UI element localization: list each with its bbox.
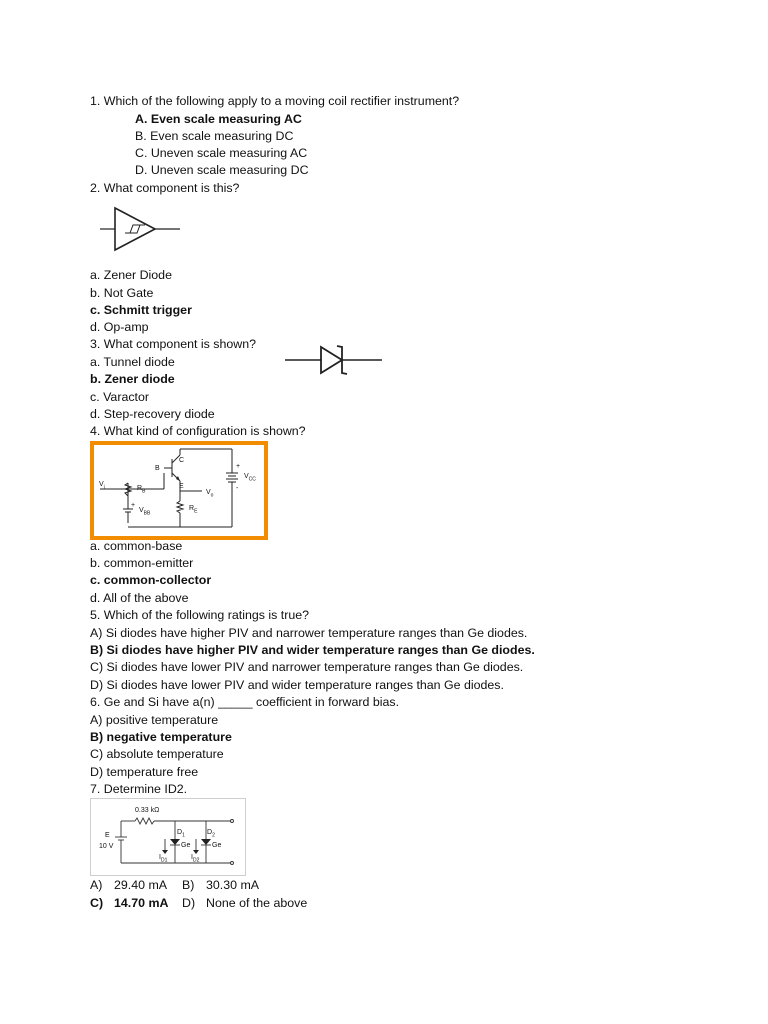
q5-option-c: C) Si diodes have lower PIV and narrower temperature ranges than Ge diodes. (90, 660, 524, 674)
q6-option-b: B) negative temperature (90, 730, 232, 744)
q1-option-c: C. Uneven scale measuring AC (135, 146, 308, 160)
q2-option-c: c. Schmitt trigger (90, 303, 192, 317)
question-7-text: 7. Determine ID2. (90, 782, 188, 796)
q3-option-a: a. Tunnel diode (90, 355, 175, 369)
q1-option-a: A. Even scale measuring AC (135, 112, 302, 126)
vo-sub: o (210, 492, 214, 499)
re-label: R (189, 505, 195, 512)
vi-sub: i (103, 484, 105, 491)
d2-ge-label: Ge (212, 842, 222, 849)
common-collector-circuit-figure (90, 441, 268, 540)
question-5-text: 5. Which of the following ratings is true? (90, 608, 310, 622)
vcc-label: V (244, 473, 249, 480)
question-4-text: 4. What kind of configuration is shown? (90, 424, 306, 438)
q7-letter-c: C) (90, 896, 104, 910)
question-3-text: 3. What component is shown? (90, 337, 256, 351)
q7-letter-b: B) (182, 878, 195, 892)
q6-option-d: D) temperature free (90, 765, 199, 779)
re-sub: E (194, 508, 198, 515)
vcc-plus-label: + (236, 463, 241, 470)
q5-option-d: D) Si diodes have lower PIV and wider temperature ranges than Ge diodes. (90, 678, 504, 692)
d2-sub: 2 (212, 832, 215, 839)
vbb-sub: BB (143, 510, 151, 517)
q1-option-b: B. Even scale measuring DC (135, 129, 294, 143)
q7-answer-row-1 (90, 877, 259, 893)
rb-label: R (137, 485, 143, 492)
q1-option-d: D. Uneven scale measuring DC (135, 163, 309, 177)
diode-circuit-figure (90, 798, 246, 876)
diode-circuit-schematic (91, 799, 245, 875)
q4-option-d: d. All of the above (90, 591, 189, 605)
source-voltage-label: 10 V (99, 843, 114, 850)
q2-option-d: d. Op-amp (90, 320, 149, 334)
vi-label: V (99, 481, 104, 488)
id1-sub: D1 (160, 857, 168, 864)
resistor-label: 0.33 kΩ (135, 807, 160, 814)
q7-letter-a: A) (90, 878, 103, 892)
question-1-text: 1. Which of the following apply to a moving coil rectifier instrument? (90, 94, 460, 108)
q4-option-a: a. common-base (90, 539, 183, 553)
d1-ge-label: Ge (181, 842, 191, 849)
schmitt-trigger-symbol (100, 205, 184, 253)
q7-value-a: 29.40 mA (114, 878, 168, 892)
vbb-label: V (139, 507, 144, 514)
q3-option-b: b. Zener diode (90, 372, 175, 386)
vo-label: V (206, 489, 211, 496)
vcc-minus-label: - (236, 485, 239, 492)
q7-value-d: None of the above (206, 896, 308, 910)
q2-option-b: b. Not Gate (90, 286, 154, 300)
q5-option-a: A) Si diodes have higher PIV and narrower temperature ranges than Ge diodes. (90, 626, 528, 640)
q3-option-c: c. Varactor (90, 390, 149, 404)
collector-label: C (179, 457, 185, 464)
q4-option-b: b. common-emitter (90, 556, 194, 570)
vcc-sub: CC (248, 476, 256, 483)
emitter-label: E (179, 483, 184, 490)
id2-sub: D2 (192, 857, 200, 864)
id1-label: I (159, 854, 161, 861)
base-label: B (155, 465, 160, 472)
question-6-text: 6. Ge and Si have a(n) _____ coefficient in forward bias. (90, 695, 400, 709)
q6-option-c: C) absolute temperature (90, 747, 224, 761)
q4-option-c: c. common-collector (90, 573, 212, 587)
q2-option-a: a. Zener Diode (90, 268, 172, 282)
q7-answer-row-2 (90, 895, 307, 911)
source-e-label: E (105, 832, 110, 839)
vbb-plus-label: + (131, 502, 136, 509)
q5-option-b: B) Si diodes have higher PIV and wider temperature ranges than Ge diodes. (90, 643, 535, 657)
d2-label: D (207, 829, 213, 836)
zener-diode-symbol (285, 342, 383, 378)
question-2-text: 2. What component is this? (90, 181, 240, 195)
q7-value-b: 30.30 mA (206, 878, 260, 892)
id2-label: I (191, 854, 193, 861)
q3-option-d: d. Step-recovery diode (90, 407, 215, 421)
q7-value-c: 14.70 mA (114, 896, 169, 910)
d1-label: D (177, 829, 183, 836)
d1-sub: 1 (182, 832, 185, 839)
q7-letter-d: D) (182, 896, 196, 910)
rb-sub: B (142, 488, 146, 495)
q6-option-a: A) positive temperature (90, 713, 219, 727)
